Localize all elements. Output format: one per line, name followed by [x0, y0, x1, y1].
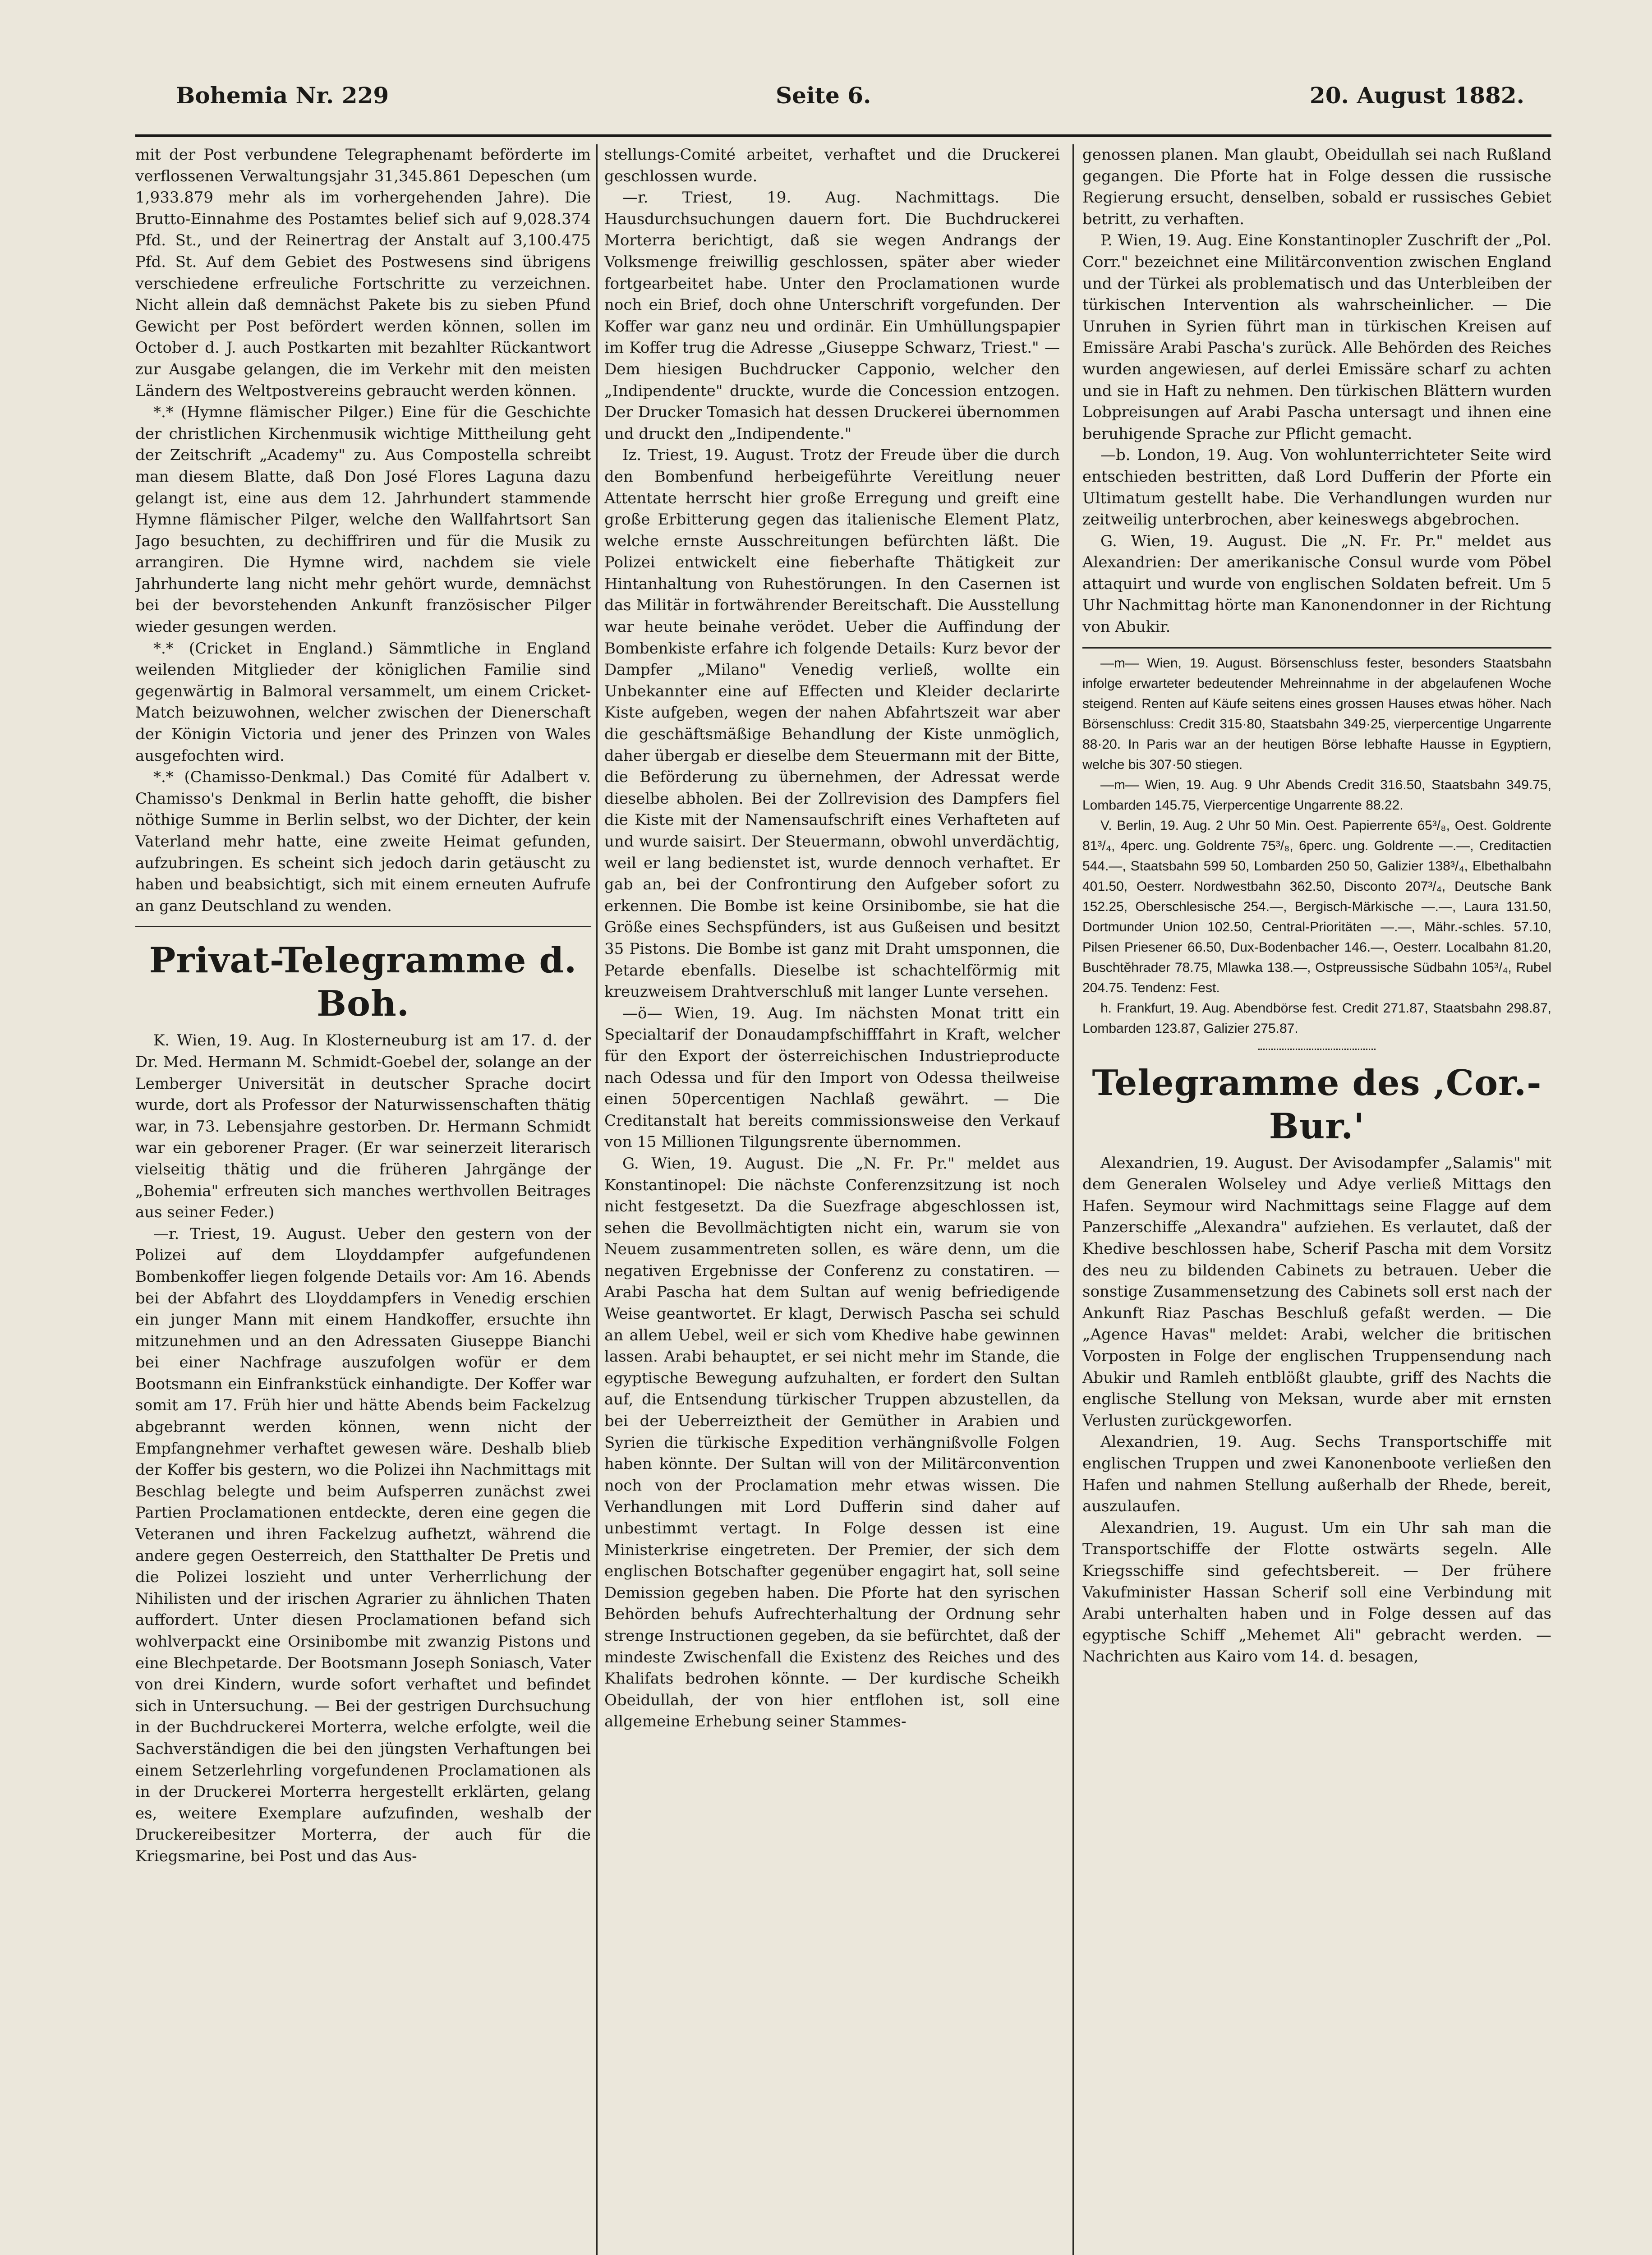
telegram-paragraph: —r. Triest, 19. Aug. Nachmittags. Die Hausdurchsuchungen dauern fort. Die Buchdruckerei Morterra berichtigt, daß sie wegen Andrangs der Volksmenge freiwillig geschlossen, später aber wieder fortgearbeitet habe. Unter den Proclamationen wurde noch ein Brief, doch ohne Unterschrift vorgefunden. Der Koffer war ganz neu und ordinär. Ein Umhüllungspapier im Koffer trug die Adresse „Giuseppe Schwarz, Triest." — Dem hiesigen Buchdrucker Capponio, welcher den „Indipendente" druckte, wurde die Concession entzogen. Der Drucker Tomasich hat dessen Druckerei übernommen und druckt den „Indipendente.": [604, 189, 1060, 443]
article-paragraph: mit der Post verbundene Telegraphenamt beförderte im verflossenen Verwaltungsjahr 31,345.861 Depeschen (um 1,933.879 mehr als im vorhergehenden Jahre). Die Brutto-Einnahme des Postamtes belief sich auf 9,028.374 Pfd. St., und der Reinertrag der Anstalt auf 3,100.475 Pfd. St. Auf dem Gebiet des Postwesens sind übrigens verschiedene erfreuliche Fortschritte zu verzeichnen. Nicht allein daß demnächst Pakete bis zu sieben Pfund Gewicht per Post befördert werden können, sollen im October d. J. auch Postkarten mit bezahlter Rückantwort zur Ausgabe gelangen, die im Verkehr mit den meisten Ländern des Weltpostvereins gebraucht werden können.: [135, 146, 591, 400]
telegram-paragraph: stellungs-Comité arbeitet, verhaftet und die Druckerei geschlossen wurde.: [604, 146, 1060, 185]
article-paragraph: *.* (Chamisso-Denkmal.) Das Comité für Adalbert v. Chamisso's Denkmal in Berlin hatte gehofft, die bisher nöthige Summe in Berlin selbst, wo der Dichter, der kein Vaterland mehr hatte, eine zweite Heimat gefunden, aufzubringen. Es scheint sich jedoch darin getäuscht zu haben und beabsichtigt, sich mit einem erneuten Aufrufe an ganz Deutschland zu wenden.: [135, 768, 591, 915]
page-header: [176, 82, 1524, 118]
telegram-paragraph: G. Wien, 19. August. Die „N. Fr. Pr." meldet aus Alexandrien: Der amerikanische Consul wurde vom Pöbel attaquirt und wurde von englischen Soldaten befreit. Um 5 Uhr Nachmittag hörte man Kanonendonner in der Richtung von Abukir.: [1082, 532, 1551, 636]
ornamental-divider: [1258, 1044, 1376, 1050]
market-report: [1082, 653, 1551, 1039]
section-divider: [135, 926, 591, 927]
section-heading: Telegramme des ‚Cor.-Bur.': [1092, 1062, 1542, 1147]
column-divider: [596, 144, 598, 2255]
market-paragraph: —m— Wien, 19. August. Börsenschluss fester, besonders Staatsbahn infolge erwarteter bedeutender Mehreinnahme in der abgelaufenen Woche steigend. Renten auf Käufe seitens eines grossen Hauses etwas höher. Nach Börsenschluss: Credit 315·80, Staatsbahn 349·25, vierpercentige Ungarrente 88·20. In Paris war an der heutigen Börse lebhafte Hausse in Egyptiern, welche bis 307·50 stiegen.: [1082, 655, 1551, 772]
telegram-paragraph: Alexandrien, 19. Aug. Sechs Transportschiffe mit englischen Truppen und zwei Kanonenboote verließen den Hafen und nahmen Stellung außerhalb der Rhede, bereit, auszulaufen.: [1082, 1433, 1551, 1516]
column-3: [1082, 144, 1551, 2255]
section-divider: [1082, 647, 1551, 649]
telegram-paragraph: Alexandrien, 19. August. Um ein Uhr sah man die Transportschiffe der Flotte ostwärts segeln. Alle Kriegsschiffe sind gefechtsbereit. — Der frühere Vakufminister Hassan Scherif soll eine Verbindung mit Arabi unterhalten haben und in Folge dessen auf das egyptische Schiff „Mehemet Ali" gebracht werden. — Nachrichten aus Kairo vom 14. d. besagen,: [1082, 1519, 1551, 1666]
telegram-paragraph: Iz. Triest, 19. August. Trotz der Freude über die durch den Bombenfund herbeigeführte Vereitlung neuer Attentate herrscht hier große Erregung und greift eine große Erbitterung gegen das italienische Element Platz, welche ernste Ausschreitungen befürchten läßt. Die Polizei entwickelt eine fieberhafte Thätigkeit zur Hintanhaltung von Ruhestörungen. In den Casernen ist das Militär in fortwährender Bereitschaft. Die Ausstellung war heute beinahe verödet. Ueber die Auffindung der Bombenkiste erfahre ich folgende Details: Kurz bevor der Dampfer „Milano" Venedig verließ, wollte ein Unbekannter eine auf Effecten und Kleider declarirte Kiste aufgeben, wegen der nahen Abfahrtszeit war aber die geschäftsmäßige Behandlung der Kiste unmöglich, daher übergab er dieselbe dem Steuermann mit der Bitte, die Beförderung zu übernehmen, der Adressat werde dieselbe abholen. Bei der Zollrevision des Dampfers fiel die Kiste mit der Namensaufschrift eines Verhafteten auf und wurde saisirt. Der Steuermann, obwohl unverdächtig, weil er lang bedienstet ist, wurde dennoch verhaftet. Er gab an, bei der Confrontirung den Aufgeber sofort zu erkennen. Die Bombe ist keine Orsinibombe, sie hat die Größe eines Sechspfünders, ist aus Gußeisen und besitzt 35 Pistons. Die Bombe ist ganz mit Draht umsponnen, die Petarde ebenfalls. Dieselbe ist schachtelförmig mit kreuzweisem Drahtverschluß mit langer Lunte versehen.: [604, 446, 1060, 1001]
telegram-paragraph: G. Wien, 19. August. Die „N. Fr. Pr." meldet aus Konstantinopel: Die nächste Conferenzsitzung ist noch nicht festgesetzt. Da die Suezfrage abgeschlossen ist, sehen die Bevollmächtigten nicht ein, warum sie von Neuem zusammentreten sollen, es wäre denn, um die negativen Ergebnisse der Conferenz zu constatiren. — Arabi Pascha hat dem Sultan auf wenig befriedigende Weise geantwortet. Er klagt, Derwisch Pascha sei schuld an allem Uebel, weil er sich vom Khedive habe gewinnen lassen. Arabi behauptet, er sei nicht mehr im Stande, die egyptische Bewegung aufzuhalten, er fordert den Sultan auf, die Entsendung türkischer Truppen abzustellen, da bei der Ueberreiztheit der Gemüther in Arabien und Syrien die türkische Expedition verhängnißvolle Folgen haben könnte. Der Sultan will von der Militärconvention noch von der Proclamation mehr etwas wissen. Die Verhandlungen mit Lord Dufferin sind daher auf unbestimmt vertagt. In Folge dessen ist eine Ministerkrise eingetreten. Der Premier, der sich dem englischen Botschafter gegenüber engagirt hat, soll seine Demission gegeben haben. Die Pforte hat den syrischen Behörden behufs Aufrechterhaltung der Ordnung sehr strenge Instructionen gegeben, da sie befürchtet, daß der mindeste Zwischenfall die Existenz des Reiches und des Khalifats bedrohen könnte. — Der kurdische Scheikh Obeidullah, der von hier entflohen ist, soll eine allgemeine Erhebung seiner Stammes-: [604, 1154, 1060, 1731]
telegram-paragraph: —r. Triest, 19. August. Ueber den gestern von der Polizei auf dem Lloyddampfer aufgefundenen Bombenkoffer liegen folgende Details vor: Am 16. Abends bei der Abfahrt des Lloyddampfers in Venedig erschien ein junger Mann mit einem Handkoffer, ersuchte ihn mitzunehmen und an den Adressaten Giuseppe Bianchi bei einer Nachfrage auszufolgen wofür er dem Bootsmann ein Einfrankstück einhandigte. Der Koffer war somit am 17. Früh hier und hätte Abends beim Fackelzug abgebrannt werden können, wenn nicht der Empfangnehmer verhaftet gewesen wäre. Deshalb blieb der Koffer bis gestern, wo die Polizei ihn Nachmittags mit Beschlag belegte und beim Aufsperren zunächst zwei Partien Proclamationen entdeckte, deren eine gegen die Veteranen und ihren Fackelzug aufhetzt, während die andere gegen Oesterreich, den Statthalter De Pretis und die Polizei loszieht und unter Verherrlichung der Nihilisten und der irischen Agrarier zu ähnlichen Thaten auffordert. Unter diesen Proclamationen befand sich wohlverpackt eine Orsinibombe mit zwanzig Pistons und eine Blechpetarde. Der Bootsmann Joseph Soniasch, Vater von drei Kindern, wurde sofort verhaftet und befindet sich in Untersuchung. — Bei der gestrigen Durchsuchung in der Buchdruckerei Morterra, welche erfolgte, weil die Sachverständigen die bei den jüngsten Verhaftungen bei einem Setzerlehrling vorgefundenen Proclamationen als in der Druckerei Morterra hergestellt erklärten, gelang es, weitere Exemplare aufzufinden, weshalb der Druckereibesitzer Morterra, der auch für die Kriegsmarine, bei Post und das Aus-: [135, 1224, 591, 1865]
section-heading: Privat-Telegramme d. Boh.: [149, 940, 577, 1025]
market-paragraph: —m— Wien, 19. Aug. 9 Uhr Abends Credit 316.50, Staatsbahn 349.75, Lombarden 145.75, Vierpercentige Ungarrente 88.22.: [1082, 777, 1551, 813]
market-paragraph: V. Berlin, 19. Aug. 2 Uhr 50 Min. Oest. Papierrente 65³/₈, Oest. Goldrente 81³/₄, 4perc. ung. Goldrente 75³/₈, 6perc. ung. Goldrente —.—, Creditactien 544.—, Staatsbahn 599 50, Lombarden 250 50, Galizier 138³/₄, Elbethalbahn 401.50, Oesterr. Nordwestbahn 362.50, Disconto 207³/₄, Deutsche Bank 152.25, Oberschlesische 254.—, Bergisch-Märkische —.—, Laura 131.50, Dortmunder Union 102.50, Central-Prioritäten —.—, Mähr.-schles. 57.10, Pilsen Priesener 66.50, Dux-Bodenbacher 146.—, Oesterr. Localbahn 81.20, Buschtěhrader 78.75, Mlawka 138.—, Ostpreussische Südbahn 105³/₄, Rubel 204.75. Tendenz: Fest.: [1082, 818, 1551, 995]
telegram-paragraph: K. Wien, 19. Aug. In Klosterneuburg ist am 17. d. der Dr. Med. Hermann M. Schmidt-Goebel der, solange an der Lemberger Universität in deutscher Sprache docirt wurde, dort als Professor der Naturwissenschaften thätig war, in 73. Lebensjahre gestorben. Dr. Hermann Schmidt war ein geborener Prager. (Er war seinerzeit literarisch vielseitig thätig und die früheren Jahrgänge der „Bohemia" erfreuten sich manches werthvollen Beitrages aus seiner Feder.): [135, 1031, 591, 1222]
telegram-paragraph: —ö— Wien, 19. Aug. Im nächsten Monat tritt ein Specialtarif der Donaudampfschifffahrt in Kraft, welcher für den Export der österreichischen Industrieproducte nach Odessa und für den Import von Odessa theilweise einen 50percentigen Nachlaß gewährt. — Die Creditanstalt hat bereits commissionsweise den Verkauf von 15 Millionen Tilgungsrente übernommen.: [604, 1004, 1060, 1151]
article-paragraph: *.* (Cricket in England.) Sämmtliche in England weilenden Mitglieder der königlichen Familie sind gegenwärtig in Balmoral versammelt, um einem Cricket-Match beizuwohnen, welcher zwischen der Dienerschaft der Königin Victoria und jener des Prinzen von Wales ausgefochten wird.: [135, 639, 591, 765]
issue-date: 20. August 1882.: [1309, 82, 1524, 109]
column-2: [604, 144, 1060, 2255]
telegram-paragraph: P. Wien, 19. Aug. Eine Konstantinopler Zuschrift der „Pol. Corr." bezeichnet eine Militärconvention zwischen England und der Türkei als problematisch und das Unterbleiben der türkischen Intervention als wahrscheinlicher. — Die Unruhen in Syrien führt man in türkischen Kreisen auf Emissäre Arabi Pascha's zurück. Alle Behörden des Reiches wurden angewiesen, auf derlei Emissäre scharf zu achten und sie in Haft zu nehmen. Den türkischen Blättern wurden Lobpreisungen auf Arabi Pascha untersagt und ihnen eine beruhigende Sprache zur Pflicht gemacht.: [1082, 231, 1551, 443]
article-paragraph: *.* (Hymne flämischer Pilger.) Eine für die Geschichte der christlichen Kirchenmusik wichtige Mittheilung geht der Zeitschrift „Academy" zu. Aus Compostella schreibt man diesem Blatte, daß Don José Flores Laguna dazu gelangt ist, eine aus dem 12. Jahrhundert stammende Hymne flämischer Pilger, welche den Wallfahrtsort San Jago besuchten, zu dechiffriren und für die Musik zu arrangiren. Die Hymne wird, nachdem sie viele Jahrhunderte lang nicht mehr gehört wurde, demnächst bei der bevorstehenden Ankunft französischer Pilger wieder gesungen werden.: [135, 403, 591, 636]
telegram-paragraph: genossen planen. Man glaubt, Obeidullah sei nach Rußland gegangen. Die Pforte hat in Folge dessen die russische Regierung ersucht, denselben, sobald er russisches Gebiet betritt, zu verhaften.: [1082, 146, 1551, 228]
page-number: Seite 6.: [776, 82, 871, 109]
header-rule: [135, 134, 1551, 137]
column-divider: [1072, 144, 1074, 2255]
column-1: [135, 144, 591, 2255]
masthead-issue: Bohemia Nr. 229: [176, 82, 389, 109]
market-paragraph: h. Frankfurt, 19. Aug. Abendbörse fest. Credit 271.87, Staatsbahn 298.87, Lombarden 123.87, Galizier 275.87.: [1082, 1000, 1551, 1036]
telegram-paragraph: —b. London, 19. Aug. Von wohlunterrichteter Seite wird entschieden bestritten, daß Lord Dufferin der Pforte ein Ultimatum gestellt habe. Die Verhandlungen wurden nur zeitweilig unterbrochen, aber keineswegs abgebrochen.: [1082, 446, 1551, 529]
telegram-paragraph: Alexandrien, 19. August. Der Avisodampfer „Salamis" mit dem Generalen Wolseley und Adye verließ Mittags den Hafen. Seymour wird Nachmittags seine Flagge auf dem Panzerschiffe „Alexandra" aufziehen. Es verlautet, daß der Khedive beschlossen habe, Scherif Pascha mit dem Vorsitz des neu zu bildenden Cabinets zu betrauen. Ueber die sonstige Zusammensetzung des Cabinets soll erst nach der Ankunft Riaz Paschas Beschluß gefaßt werden. — Die „Agence Havas" meldet: Arabi, welcher die britischen Vorposten in Folge der englischen Truppensendung nach Abukir und Ramleh entblößt glaubte, griff des Nachts die englische Stellung von Meksan, wurde aber mit ernsten Verlusten zurückgeworfen.: [1082, 1154, 1551, 1430]
